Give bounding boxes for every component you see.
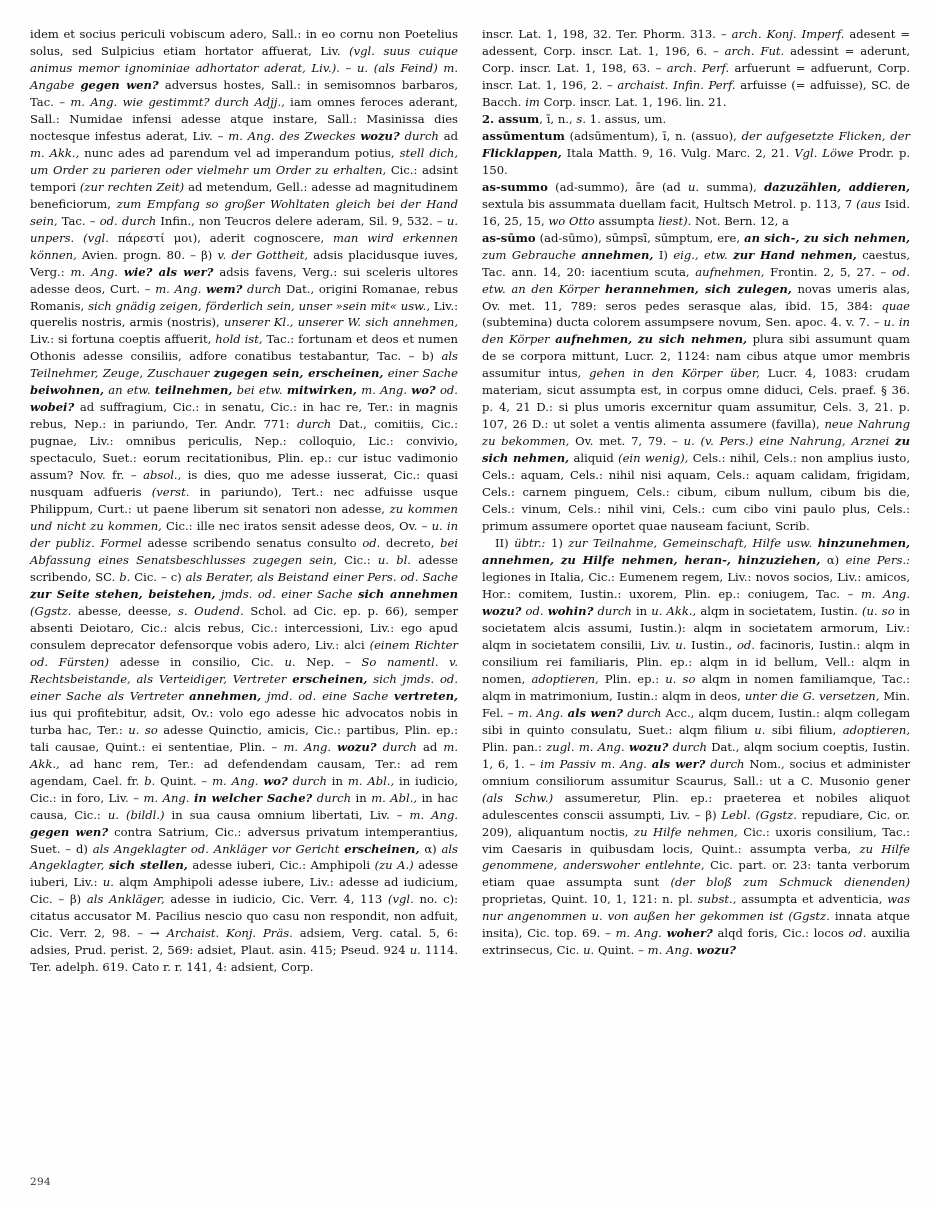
text-run: sich gnädig zeigen, förderlich sein, unser »sein mit« usw., [88, 298, 430, 313]
text-run: alqm in societatem, Iustin. [696, 603, 863, 618]
text-run: übtr.: [514, 536, 546, 551]
text-run: jmd. od. eine Sache [261, 688, 394, 703]
text-run: arch. Konj. Imperf. [731, 27, 845, 41]
text-run: Cic.: adsint tempori [30, 162, 458, 194]
text-run: ad [438, 128, 459, 143]
text-run: der aufgesetzte Flicken, der [741, 128, 910, 143]
text-run: bei etw. [232, 383, 287, 398]
text-run: adsis favens, Verg.: sui sceleris ultores adesse deos, Curt. – [30, 264, 459, 296]
text-run: gegen wen? [30, 824, 109, 839]
text-run: m. Ang. [212, 773, 264, 788]
text-run: Cels.: nihil, Cels.: non amplius iusto, Cels.: aquam, Cels.: nihil nisi aquam, Cels.: aquam calidam, frigidam, Cels.: carnem pinguem, Cels.: cibum, cibum nullum, cibum bis die, Cels.: vinum, Cels.: nihil vini, Cels.: cum cibo vini paulo plus, Cels.: primum assumere oportet quae nauseam faciunt, Scrib. [482, 451, 910, 534]
text-run: woher? [666, 926, 713, 941]
text-run: legiones in Italia, Cic.: Eumenem regem, Liv.: novos socios, Liv.: amicos, Hor.: comitem, Iustin.: uxorem, Plin. ep.: coniugem, Tac. – [482, 570, 910, 601]
text-run: repudiare, Cic. or. 209), aliquantum noctis, [482, 807, 910, 839]
text-run: im Passiv m. Ang. [540, 756, 652, 771]
text-run: Dat., comitiis, Cic.: pugnae, Liv.: omnibus periculis, Nep.: colloquio, Lic.: convivio, spectaculo, Suet.: eorum recitationibus, Plin. ep.: cur istuc vadimonio assum? Nov. fr. – [30, 417, 458, 483]
text-run: an etw. [104, 383, 155, 398]
text-run: m. Ang. [409, 807, 459, 822]
text-run: durch [399, 128, 439, 143]
text-run: m. Ang. [283, 739, 338, 754]
text-run: adesse iuberi, Liv.: [30, 858, 458, 890]
text-run: assumeretur, Plin. ep.: praeterea et nobiles aliquot adulescentes conscii assumpti, Liv. – β) [482, 790, 911, 822]
text-run: ad metendum, Gell.: adesse ad magnitudinem beneficiorum, [30, 179, 459, 211]
text-run: m. Ang. [517, 705, 568, 720]
text-run: I) [653, 247, 674, 262]
text-run: man wird erkennen können, [30, 230, 458, 262]
text-run: sextula bis assummata duellam facit, Hultsch Metrol. p. 113, 7 [482, 196, 857, 211]
text-run: m. Akk., [30, 739, 459, 771]
text-run: wozu? [696, 943, 737, 958]
text-run: u. [583, 943, 595, 958]
text-run: b. [144, 773, 156, 788]
text-run: durch [287, 773, 327, 788]
text-run: in hac causa, Cic.: [30, 790, 458, 822]
text-run: u. [284, 654, 296, 669]
text-run: decreto, [380, 536, 441, 551]
dictionary-entry [30, 26, 458, 976]
text-run: durch [623, 705, 662, 720]
text-run: alqm in nomen familiamque, Tac.: alqm in matrimonium, Iustin.: alqm in deos, [482, 671, 910, 703]
text-run: plura sibi assumunt quam de se corpora mittunt, Lucr. 2, 1124: nam cibus atque umor membris assumitur intus, [482, 332, 910, 381]
text-run: als Ankläger, [86, 892, 165, 907]
text-run: m. Ang. [647, 943, 697, 958]
text-run: wohin? [547, 603, 594, 618]
text-run: (einem Richter od. Fürsten) [30, 637, 458, 669]
text-run: od. etw. an den Körper [482, 264, 910, 296]
text-run: (aus [856, 196, 881, 211]
text-run: od. durch [99, 213, 157, 228]
dictionary-entry [482, 535, 910, 959]
text-run: 1. assus, um. [586, 111, 667, 126]
text-run: durch [312, 790, 352, 805]
text-run: nunc ades ad parendum vel ad imperandum potius, [79, 145, 400, 160]
text-run: subst., [697, 892, 737, 907]
text-run: wo? [263, 773, 288, 788]
text-run: facinoris, Iustin.: alqm in consilium rei familiaris, Plin. ep.: alqm in id bellum, Vell.: alqm in nomen, [482, 637, 910, 686]
text-run: durch [376, 739, 417, 754]
text-run: arfuisse (= adfuisse), SC. de Bacch. [482, 77, 910, 109]
text-run: als wer? [651, 756, 706, 771]
text-run: alqd foris, Cic.: locos [712, 926, 849, 941]
text-run: aufnehmen, [695, 264, 765, 279]
text-run: in welcher Sache? [193, 790, 313, 805]
text-run: m. Ang. [70, 264, 124, 279]
text-run: sich stellen, [108, 858, 188, 873]
text-run: m. Ang. [356, 383, 412, 398]
text-run: erscheinen, [344, 841, 420, 856]
text-run: zur Seite stehen, beistehen, [30, 586, 216, 601]
text-run: s. Oudend. [178, 603, 244, 618]
text-run: (adsūmentum), ī, n. (assuo), [564, 128, 742, 143]
text-run: Min. Fel. – [482, 688, 910, 720]
text-run: adsiem, Verg. catal. 5, 6: adsies, Prud. perist. 2, 569: adsiet, Plaut. asin. 415; Pseud. 924 [30, 926, 459, 958]
text-run: b. [119, 570, 131, 584]
text-run: aufnehmen, zu sich nehmen, [555, 332, 748, 347]
text-run: in [351, 790, 372, 805]
text-run: contra Satrium, Cic.: adversus privatum intemperantius, Suet. – d) [30, 824, 458, 856]
headword: as-sūmo [482, 230, 536, 245]
text-run: summa), [699, 179, 765, 194]
text-run: zu Hilfe nehmen, [634, 824, 738, 839]
text-run: Acc., alqm ducem, Iustin.: alqm collegam sibi in quinto consulatu, Suet.: alqm filium [482, 705, 911, 737]
text-run: (vgl. suus cuique animus memor ignominiae adhortator aderat, Liv.). – u. (als Feind) m. Angabe [30, 43, 458, 92]
text-run: beiwohnen, [30, 383, 105, 398]
text-run: adoptieren, [531, 671, 599, 686]
text-run: Archaist. Konj. Präs. [166, 926, 293, 941]
text-run: adsis placidusque iuves, Verg.: [30, 247, 458, 279]
text-run: was nur angenommen u. von außen her gekommen ist (Ggstz. [482, 892, 910, 924]
text-run: arch. Fut. [724, 43, 785, 58]
text-run: adesse iuberi, Cic.: Amphipoli [187, 858, 375, 873]
text-run: od. [736, 637, 755, 652]
text-run: adesse Quinctio, amicis, Cic.: partibus, Plin. ep.: tali causae, Quint.: ei sententiae, Plin. – [30, 722, 458, 754]
text-run: od. [362, 536, 381, 551]
text-run: m. Ang. wie gestimmt? durch Adjj., [70, 94, 285, 109]
text-run: Schol. ad Cic. ep. p. 66), semper absenti Deiotaro, Cic.: alcis rebus, Cic.: intercessioni, Liv.: ego apud consulem deprecator defensorque vobis adero, Liv.: alci [30, 603, 458, 652]
text-run: Cic.: uxoris consilium, Tac.: vim Caesaris in quibusdam locis, Quint.: assumpta verba, [482, 824, 911, 856]
text-run: wozu? [360, 128, 400, 143]
text-run: u. (v. Pers.) eine Nahrung, Arznei [683, 434, 896, 449]
text-run: u. [754, 722, 766, 737]
text-run: wobei? [30, 400, 75, 415]
right-column [482, 26, 910, 1146]
text-run: v. der Gottheit, [217, 247, 309, 262]
text-run: (zu A.) [374, 858, 414, 873]
text-run: Cic. part. or. 23: tanta verborum etiam quae assumpta sunt [482, 858, 910, 890]
text-run: an sich-, zu sich nehmen, [744, 230, 910, 245]
text-run: no. c): citatus accusator M. Pacilius nescio quo casu non respondit, non adfuit, Cic. Verr. 2, 98. – → [30, 892, 458, 941]
text-run: Cic.: ille nec iratos sensit adesse deos, Ov. – [161, 519, 432, 534]
dictionary-entry [482, 111, 910, 128]
text-run: durch [593, 603, 632, 618]
text-run: u. unpers. (vgl. [30, 213, 458, 245]
text-run: erscheinen, [292, 671, 368, 686]
text-run: m. Ang. [860, 586, 910, 601]
text-run: quae [881, 298, 910, 313]
text-run: Lebl. (Ggstz. [721, 807, 797, 822]
text-run: , ī, n., [539, 111, 577, 126]
text-run: zu kommen und nicht zu kommen, [30, 502, 458, 534]
text-run: adesse scribendo senatus consulto [141, 536, 363, 551]
headword: assūmentum [482, 128, 565, 143]
text-run: in pariundo), Tert.: nec adfuisse usque Philippum, Curt.: ut paene liberum sit senatori non adesse, [30, 485, 458, 517]
text-run: (Ggstz. [30, 603, 72, 618]
text-run: neue Nahrung zu bekommen, [482, 417, 910, 449]
text-run: Avien. progn. 80. – β) [76, 247, 218, 262]
left-column [30, 26, 458, 1146]
text-run: wie? als wer? [123, 264, 214, 279]
text-run: adoptieren, [842, 722, 910, 737]
text-run: sich annehmen [357, 586, 458, 601]
text-run: als Angeklagter od. Ankläger vor Gericht [92, 841, 345, 856]
text-run: zu sich nehmen, [482, 434, 910, 466]
text-run: als Angeklagter, [30, 841, 458, 873]
text-run: u. [688, 179, 700, 194]
text-run: Cic.: [336, 553, 378, 568]
text-run: adessint = aderunt, Corp. inscr. Lat. 1, 198, 63. – [482, 43, 911, 75]
text-run: πάρεστί μοι), aderit cognoscere, [108, 230, 334, 245]
text-run: vertreten, [394, 688, 458, 703]
text-run: Dat., alqm socium coeptis, Iustin. 1, 6, 1. – [482, 739, 911, 771]
text-run: einer Sache [383, 366, 458, 381]
text-run: jmds. od. einer Sache [215, 586, 358, 601]
text-run: od. [435, 383, 458, 398]
text-run: sich jmds. od. einer Sache als Vertreter [30, 671, 458, 703]
text-run: innata atque insita), Cic. top. 69. – [482, 909, 910, 941]
text-run: ad [416, 739, 444, 754]
text-run: is dies, quo me adesse iusserat, Cic.: quasi nusquam adfueris [30, 468, 458, 500]
text-run: in iudicio, Cic.: in foro, Liv. – [30, 773, 459, 805]
text-run: Liv.: querelis nostris, armis (nostris), [30, 298, 458, 330]
text-run: hold ist, [215, 332, 263, 347]
text-run: abesse, deesse, [71, 603, 178, 618]
text-run: unserer Kl., unserer W. sich annehmen, [223, 315, 459, 330]
text-run: annehmen, [189, 688, 262, 703]
text-run: adesent = adessent, Corp. inscr. Lat. 1, 196, 6. – [482, 27, 910, 58]
text-run: Corp. inscr. Lat. 1, 196. lin. 21. [539, 94, 727, 109]
text-run: Nep. – [295, 654, 362, 669]
text-run: hinzunehmen, annehmen, zu Hilfe nehmen, heran-, hinzuziehen, [482, 536, 910, 568]
text-run: ad suffragium, Cic.: in senatu, Cic.: in hac re, Ter.: in magnis rebus, Nep.: in pariundo, Ter. Andr. 771: [30, 400, 458, 432]
text-run: durch [242, 281, 282, 296]
text-run: als wen? [567, 705, 624, 720]
text-run: Nom., socius et administer omnium consiliorum assumitur Scaurus, Sall.: ut a C. Musonio gener [482, 756, 910, 788]
text-run: zugl. m. Ang. [546, 739, 629, 754]
text-run: archaist. Infin. Perf. [617, 77, 736, 92]
text-run: stell dich, um Order zu parieren oder vielmehr um Order zu erhalten, [30, 145, 458, 177]
text-run: adesse in iudicio, Cic. Verr. 4, 113 [164, 892, 388, 907]
text-run: u. [409, 943, 421, 958]
text-run: od. [521, 603, 548, 618]
text-run: m. Ang. [155, 281, 207, 296]
text-run: iam omnes feroces aderant, Sall.: Numidae infensi adesse atque instare, Sall.: Masinissa dies noctesque infestus aderat, Liv. – [30, 94, 458, 143]
dictionary-entry [482, 26, 910, 111]
text-run: inscr. Lat. 1, 198, 32. Ter. Phorm. 313. – [482, 27, 732, 41]
text-run: assumpta et adventicia, [736, 892, 888, 907]
text-run: (ein wenig), [618, 451, 689, 466]
text-run: m. Ang. des Zweckes [228, 128, 361, 143]
text-run: m. Abl., [371, 790, 418, 805]
text-run: durch [296, 417, 332, 432]
text-run: teilnehmen, [154, 383, 233, 398]
text-run: mitwirken, [286, 383, 357, 398]
two-column-text-body [30, 26, 910, 1146]
text-run: caestus, Tac. ann. 14, 20: iacentium scuta, [482, 247, 910, 279]
text-run: in societatem alcis assumi, Iustin.): alqm in societatem armorum, Liv.: alqm in societatem consilii, Liv. [482, 603, 910, 652]
text-run: assumpta [594, 213, 659, 228]
dictionary-entry [482, 128, 910, 179]
text-run: Quint. – [594, 943, 648, 958]
text-run: (ad-sūmo), sūmpsī, sūmptum, ere, [535, 230, 745, 245]
text-run: Isid. 16, 25, 15, [482, 196, 910, 228]
text-run: Infin., non Teucros delere aderam, Sil. 9, 532. – [156, 213, 447, 228]
text-run: aliquid [569, 451, 619, 466]
text-run: Prodr. p. 150. [482, 145, 911, 177]
text-run: dazuzählen, addieren, [764, 179, 910, 194]
text-run: zugegen sein, erscheinen, [213, 366, 384, 381]
text-run: wozu? [337, 739, 377, 754]
text-run: m. Abl., [347, 773, 395, 788]
text-run: 1) [545, 536, 569, 551]
text-run: arch. Perf. [666, 60, 730, 75]
text-run: adversus hostes, Sall.: in semisomnos barbaros, Tac. – [30, 77, 459, 109]
text-run: Dat., origini Romanae, rebus Romanis, [30, 281, 459, 313]
headword: 2. assum [482, 111, 540, 126]
text-run: 1114. Ter. adelph. 619. Cato r. r. 141, 4: adsient, Corp. [30, 943, 459, 975]
text-run: Liv.: si fortuna coeptis affuerit, [30, 332, 216, 347]
text-run: wozu? [482, 603, 522, 618]
text-run: herannehmen, sich zulegen, [604, 281, 792, 296]
text-run: annehmen, [581, 247, 654, 262]
text-run: Vgl. Löwe [794, 145, 854, 160]
text-run: So namentl. v. Rechtsbeistande, als Verteidiger, Vertreter [30, 654, 458, 686]
text-run: Ov. met. 7, 79. – [569, 434, 684, 449]
text-run: im [525, 94, 540, 109]
text-run: eine Pers.: [845, 553, 910, 568]
text-run: in sua causa omnium libertati, Liv. – [164, 807, 410, 822]
text-run: alqm Amphipoli adesse iubere, Liv.: adesse ad iudicium, Cic. – β) [30, 875, 458, 907]
text-run: od. [848, 926, 867, 941]
text-run: (ad-summo), āre (ad [547, 179, 689, 194]
text-run: adesse scribendo, SC. [30, 553, 458, 584]
text-run: zum Empfang so großer Wohltaten gleich bei der Hand sein, [30, 196, 459, 228]
text-run: wem? [206, 281, 243, 296]
text-run: u. Akk., [651, 603, 697, 618]
text-run: u. (bildl.) [107, 807, 165, 822]
text-run: α) [419, 841, 442, 856]
text-run: sibi filium, [765, 722, 843, 737]
text-run: s. [576, 111, 587, 126]
text-run: novas umeris alas, Ov. met. 11, 789: seros pedes serasque alas, ibid. 15, 384: [482, 281, 910, 313]
text-run: u. [102, 875, 114, 890]
text-run: m. Ang. [143, 790, 194, 805]
text-run: idem et socius periculi vobiscum adero, Sall.: in eo cornu non Poetelius solus, sed Sulpicius etiam hortator affuerat, Liv. [30, 27, 458, 58]
text-run: Not. Bern. 12, a [691, 213, 789, 228]
dictionary-entry [482, 179, 910, 230]
text-run: (der bloß zum Schmuck dienenden) [670, 875, 910, 890]
text-run: eig., etw. [673, 247, 734, 262]
text-run: m. Ang. [615, 926, 667, 941]
text-run: wo Otto [548, 213, 595, 228]
text-run: adesse in consilio, Cic. [109, 654, 285, 669]
text-run: α) [820, 553, 846, 568]
text-run: m. Akk., [30, 145, 80, 160]
text-run: Iustin., [686, 637, 737, 652]
text-run: Flicklappen, [482, 145, 562, 160]
text-run: (vgl. [387, 892, 414, 907]
text-run: Quint. – [155, 773, 213, 788]
text-run: absol., [143, 468, 182, 483]
text-run: Tac.: fortunam et deos et numen Othonis adesse consiliis, adfore conatibus testabantur, Tac. – b) [30, 332, 458, 364]
text-run: u. in den Körper [482, 315, 910, 347]
page-number: 294 [30, 1176, 51, 1188]
text-run: Plin. pan.: [482, 739, 547, 754]
text-run: u. so [665, 671, 696, 686]
text-run: (subtemina) ducta colorem assumpsere novum, Sen. apoc. 4. v. 7. – [482, 315, 884, 330]
text-run: (verst. [151, 485, 190, 500]
text-run: bei Abfassung eines Senatsbeschlusses zugegen sein, [30, 536, 458, 568]
text-run: Cic. – c) [130, 570, 186, 584]
text-run: gehen in den Körper über, [589, 366, 760, 381]
text-run: Itala Matth. 9, 16. Vulg. Marc. 2, 21. [561, 145, 795, 160]
text-run: wo? [411, 383, 436, 398]
text-run: (u. so [862, 603, 895, 618]
headword: as-summo [482, 179, 548, 194]
text-run: unter die G. versetzen, [744, 688, 880, 703]
text-run: (als Schw.) [482, 790, 554, 805]
text-run: liest). [658, 213, 692, 228]
text-run: ad hanc rem, Ter.: ad defendendam causam, Ter.: ad rem agendam, Cael. fr. [30, 756, 458, 788]
text-run: gegen wen? [80, 77, 159, 92]
text-run: als Teilnehmer, Zeuge, Zuschauer [30, 349, 458, 381]
text-run: zur Hand nehmen, [733, 247, 857, 262]
text-run: durch [705, 756, 745, 771]
text-run: II) [495, 536, 515, 551]
text-run: auxilia extrinsecus, Cic. [482, 926, 911, 958]
text-run: zu Hilfe genommene, anderswoher entlehnte, [482, 841, 910, 873]
text-run: Lucr. 4, 1083: crudam materiam, sicut assumpta est, in corpus omne diduci, Cels. praef. § 36. p. 4, 21 D.: si plus umoris excernitur quam assumitur, Cels. 3, 21. p. 107, 26 D.: ut solet a ventis alimenta assumere (favilla), [482, 366, 910, 432]
text-run: zur Teilnahme, Gemeinschaft, Hilfe usw. [568, 536, 818, 551]
text-run: wozu? [628, 739, 669, 754]
text-run: proprietas, Quint. 10, 1, 121: n. pl. [482, 892, 698, 907]
text-run: (zur rechten Zeit) [79, 179, 185, 194]
text-run: ius qui profitebitur, adsit, Ov.: volo ego adesse hic advocatos nobis in turba hac, Ter.: [30, 705, 458, 737]
text-run: arfuerunt = adfuerunt, Corp. inscr. Lat. 1, 196, 2. – [482, 60, 910, 92]
dictionary-entry [482, 230, 910, 535]
text-run: durch [668, 739, 707, 754]
text-run: u. in der publiz. Formel [30, 519, 459, 551]
text-run: Tac. – [57, 213, 100, 228]
text-run: in [631, 603, 652, 618]
text-run: Frontin. 2, 5, 27. – [764, 264, 892, 279]
text-run: u. [675, 637, 687, 652]
text-run: u. bl. [377, 553, 411, 568]
text-run: in [326, 773, 348, 788]
text-run: Plin. ep.: [598, 671, 666, 686]
text-run: zum Gebrauche [482, 247, 582, 262]
text-run: als Berater, als Beistand einer Pers. od. Sache [185, 570, 458, 584]
text-run: u. so [128, 722, 158, 737]
